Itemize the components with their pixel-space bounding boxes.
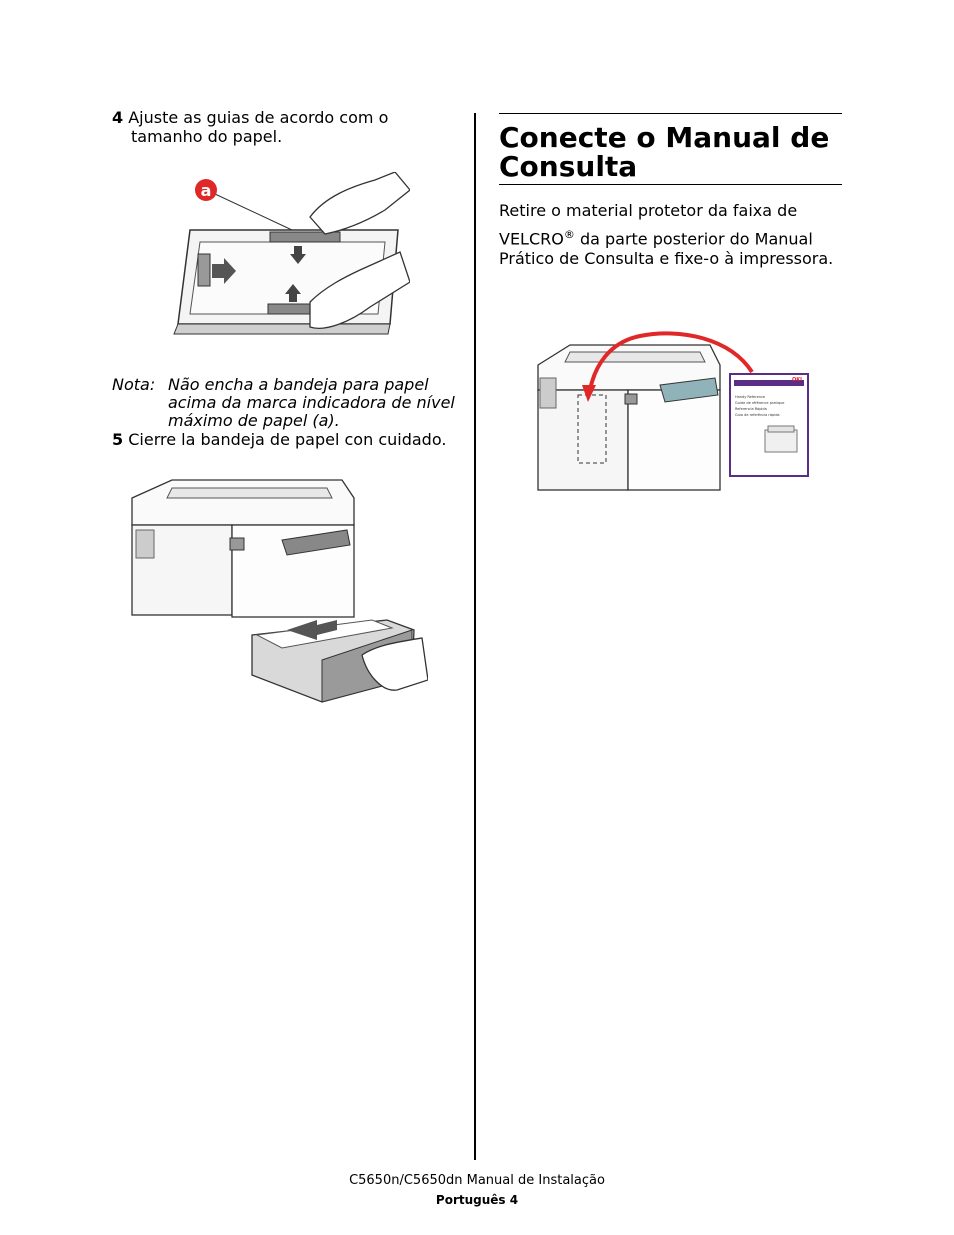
attach-manual-illustration (530, 330, 815, 495)
section-heading-line1: Conecte o Manual de (499, 121, 830, 154)
heading-rule-bottom (499, 184, 842, 185)
para-line1: Retire o material protetor da faixa de (499, 201, 798, 220)
callout-a-label: a (200, 181, 212, 200)
note-line1: Não encha a bandeja para papel (168, 375, 429, 394)
step-4-text-line2: tamanho do papel. (131, 127, 283, 146)
booklet-line-2: Guide de référence pratique (735, 401, 785, 405)
booklet-line-4: Guia de referência rápida (735, 413, 780, 417)
note-label: Nota: (112, 375, 156, 394)
tray-guides-illustration (160, 172, 410, 347)
para-line2-rest: da parte posterior do Manual (574, 229, 813, 249)
step-4-number: 4 (112, 108, 124, 127)
heading-rule-top (499, 113, 842, 114)
step-4-text-line1: Ajuste as guias de acordo com o (128, 108, 389, 127)
para-line3: Prático de Consulta e fixe-o à impressora. (499, 249, 834, 268)
step-5-number: 5 (112, 430, 124, 449)
footer-title: C5650n/C5650dn Manual de Instalação (349, 1173, 605, 1188)
step-4 (112, 108, 388, 127)
registered-mark: ® (563, 228, 575, 241)
booklet-brand: OKI (792, 377, 802, 383)
column-divider (474, 113, 476, 1160)
booklet-line-1: Handy Reference (735, 395, 766, 399)
booklet-line-3: Referencia Rápida (735, 407, 767, 411)
note-line3: máximo de papel (a). (168, 411, 340, 430)
close-tray-illustration (122, 470, 428, 708)
note-line2: acima da marca indicadora de nível (168, 393, 455, 412)
step-5 (112, 430, 446, 449)
section-heading-line2: Consulta (499, 150, 638, 183)
footer-page: Português 4 (435, 1193, 519, 1207)
velcro-word: VELCRO (499, 229, 564, 249)
step-5-text: Cierre la bandeja de papel con cuidado. (128, 430, 447, 449)
